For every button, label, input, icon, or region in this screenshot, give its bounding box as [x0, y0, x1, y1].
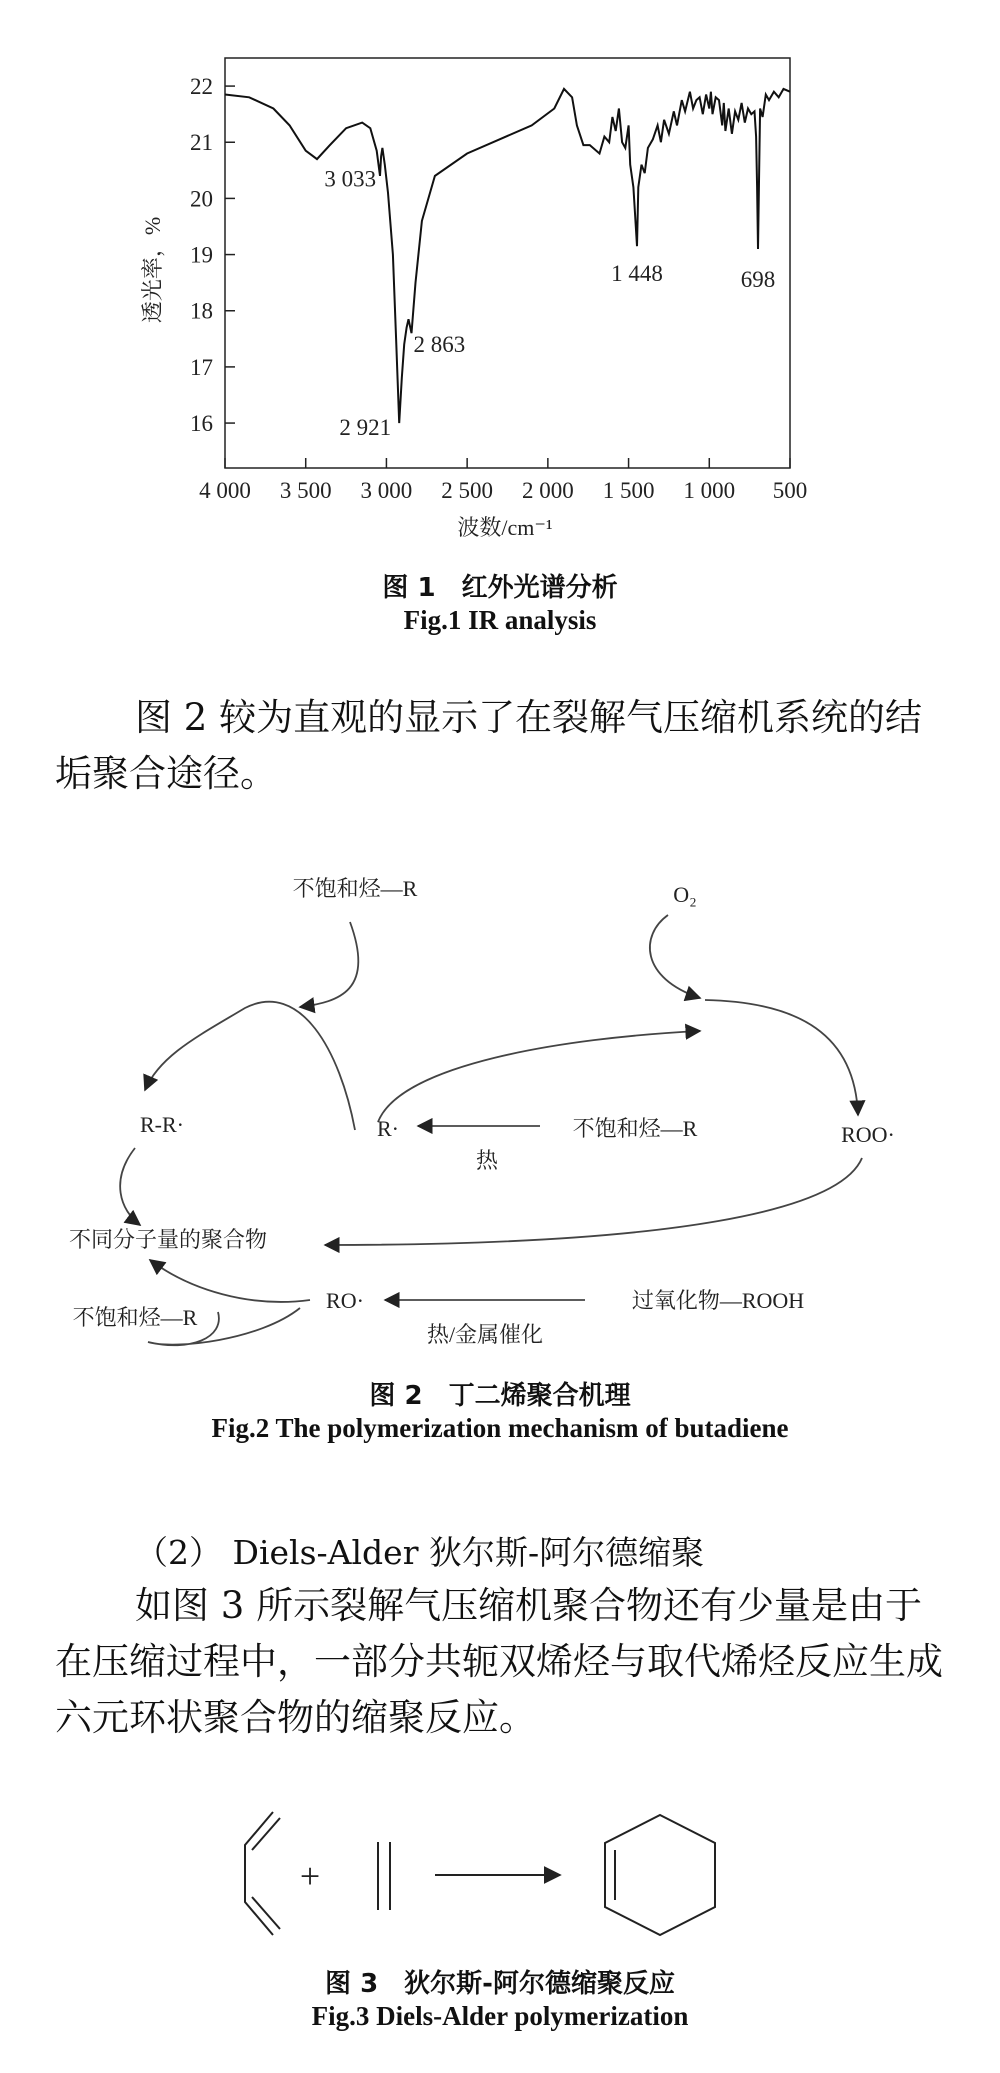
diels-alder-scheme	[0, 1800, 1000, 1960]
node-polymers: 不同分子量的聚合物	[68, 1227, 268, 1252]
plus-sign: +	[299, 1856, 321, 1896]
x-axis-label: 波数/cm⁻¹	[457, 515, 553, 540]
x-tick-label: 4 000	[199, 478, 251, 503]
arrow-o2	[650, 915, 700, 998]
fig1-caption-cn: 图 1 红外光谱分析	[382, 573, 618, 603]
x-tick-label: 1 000	[683, 478, 736, 503]
ethylene-structure	[378, 1842, 390, 1910]
node-unsat-top: 不饱和烃—R	[292, 876, 418, 901]
node-rr: R-R·	[140, 1112, 184, 1137]
y-axis	[190, 74, 235, 436]
ir-spectrum-line	[225, 89, 790, 423]
arrow-rr-to-polymers	[120, 1148, 140, 1225]
node-unsat-mid: 不饱和烃—R	[572, 1116, 698, 1141]
peak-label: 698	[740, 266, 776, 292]
paragraph-1: 图 2 较为直观的显示了在裂解气压缩机系统的结垢聚合途径。	[55, 696, 923, 795]
butadiene-structure	[245, 1812, 280, 1935]
y-axis-label: 透光率，%	[140, 216, 165, 324]
arrow-r-to-center	[378, 1031, 700, 1122]
fig3-caption-en: Fig.3 Diels-Alder polymerization	[311, 2001, 689, 2031]
node-ro: RO·	[326, 1288, 364, 1313]
paragraph-3: 如图 3 所示裂解气压缩机聚合物还有少量是由于在压缩过程中，一部分共轭双烯烃与取代烯烃反应生成六元环状聚合物的缩聚反应。	[55, 1584, 943, 1739]
x-tick-label: 3 500	[279, 478, 332, 503]
fig3-caption-cn: 图 3 狄尔斯-阿尔德缩聚反应	[325, 1969, 675, 1999]
arrow-to-roo	[705, 1000, 858, 1115]
section-heading: （2） Diels-Alder 狄尔斯-阿尔德缩聚	[135, 1533, 705, 1572]
y-tick-label: 19	[190, 242, 213, 268]
label-heat: 热	[475, 1148, 499, 1173]
fig2-caption-en: Fig.2 The polymerization mechanism of butadiene	[211, 1413, 789, 1443]
fig1-caption-en: Fig.1 IR analysis	[403, 605, 597, 635]
x-tick-label: 1 500	[602, 478, 655, 503]
x-tick-label: 2 000	[521, 478, 574, 503]
label-heat-metal: 热/金属催化	[426, 1322, 544, 1347]
node-roo: ROO·	[841, 1122, 895, 1147]
fig2-caption-cn: 图 2 丁二烯聚合机理	[369, 1381, 631, 1411]
peak-label: 1 448	[611, 261, 663, 287]
arrow-unsat-top	[300, 922, 358, 1007]
ir-spectrum-chart	[0, 0, 1000, 560]
mechanism-diagram	[0, 860, 1000, 1380]
y-tick-label: 21	[190, 130, 213, 156]
peak-labels	[324, 166, 775, 440]
cyclohexene-structure	[605, 1815, 715, 1935]
peak-label: 2 921	[339, 415, 392, 441]
y-tick-label: 18	[190, 298, 213, 324]
node-r: R·	[377, 1116, 399, 1141]
y-tick-label: 22	[190, 74, 213, 100]
peak-label: 3 033	[324, 166, 377, 192]
y-tick-label: 17	[190, 354, 213, 380]
arrow-roo-to-polymers	[325, 1158, 862, 1245]
y-tick-label: 20	[190, 186, 213, 212]
peak-label: 2 863	[413, 331, 466, 357]
arrow-ro-to-polymers	[150, 1260, 310, 1302]
arrow-r-to-rr	[145, 1002, 355, 1130]
x-axis	[199, 458, 807, 503]
node-o2: O₂	[673, 882, 697, 907]
plot-frame	[225, 58, 790, 468]
y-tick-label: 16	[190, 411, 213, 437]
x-tick-label: 3 000	[360, 478, 413, 503]
x-tick-label: 2 500	[441, 478, 494, 503]
x-tick-label: 500	[772, 478, 808, 503]
node-unsat-bottom: 不饱和烃—R	[72, 1305, 198, 1330]
node-peroxide: 过氧化物—ROOH	[631, 1288, 805, 1313]
